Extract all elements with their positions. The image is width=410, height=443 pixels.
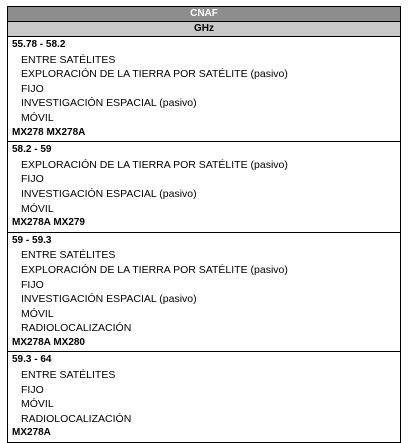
service-item: MÓVIL [21, 307, 54, 320]
band-range: 59.3 - 64 [12, 354, 52, 366]
service-item: EXPLORACIÓN DE LA TIERRA POR SATÉLITE (pasivo) [21, 263, 288, 276]
service-item: INVESTIGACIÓN ESPACIAL (pasivo) [21, 293, 197, 306]
band-row [8, 37, 400, 142]
allocation-table [7, 6, 401, 443]
band-footnotes: MX278 MX278A [12, 126, 86, 138]
service-item: ENTRE SATÉLITES [21, 53, 116, 66]
service-item: ENTRE SATÉLITES [21, 369, 116, 382]
band-footnotes: MX278A [12, 427, 51, 439]
service-item: MÓVIL [21, 111, 54, 124]
service-item: INVESTIGACIÓN ESPACIAL (pasivo) [21, 187, 197, 200]
band-range: 59 - 59.3 [12, 234, 52, 246]
service-item: ENTRE SATÉLITES [21, 249, 116, 262]
service-item: EXPLORACIÓN DE LA TIERRA POR SATÉLITE (pasivo) [21, 158, 288, 171]
service-item: RADIOLOCALIZACIÓN [21, 412, 132, 425]
service-item: RADIOLOCALIZACIÓN [21, 322, 132, 335]
service-item: FIJO [21, 82, 44, 95]
band-range: 58.2 - 59 [12, 144, 52, 156]
service-item: INVESTIGACIÓN ESPACIAL (pasivo) [21, 97, 197, 110]
band-row [8, 233, 400, 353]
service-item: EXPLORACIÓN DE LA TIERRA POR SATÉLITE (pasivo) [21, 68, 288, 81]
service-item: FIJO [21, 173, 44, 186]
service-item: FIJO [21, 383, 44, 396]
service-item: MÓVIL [21, 202, 54, 215]
band-row [8, 352, 400, 442]
band-footnotes: MX278A MX280 [12, 336, 85, 348]
service-item: MÓVIL [21, 398, 54, 411]
service-item: FIJO [21, 278, 44, 291]
unit-header: GHz [8, 22, 400, 37]
band-footnotes: MX278A MX279 [12, 217, 85, 229]
band-row [8, 142, 400, 233]
table-title: CNAF [8, 7, 400, 22]
band-range: 55.78 - 58.2 [12, 39, 66, 50]
